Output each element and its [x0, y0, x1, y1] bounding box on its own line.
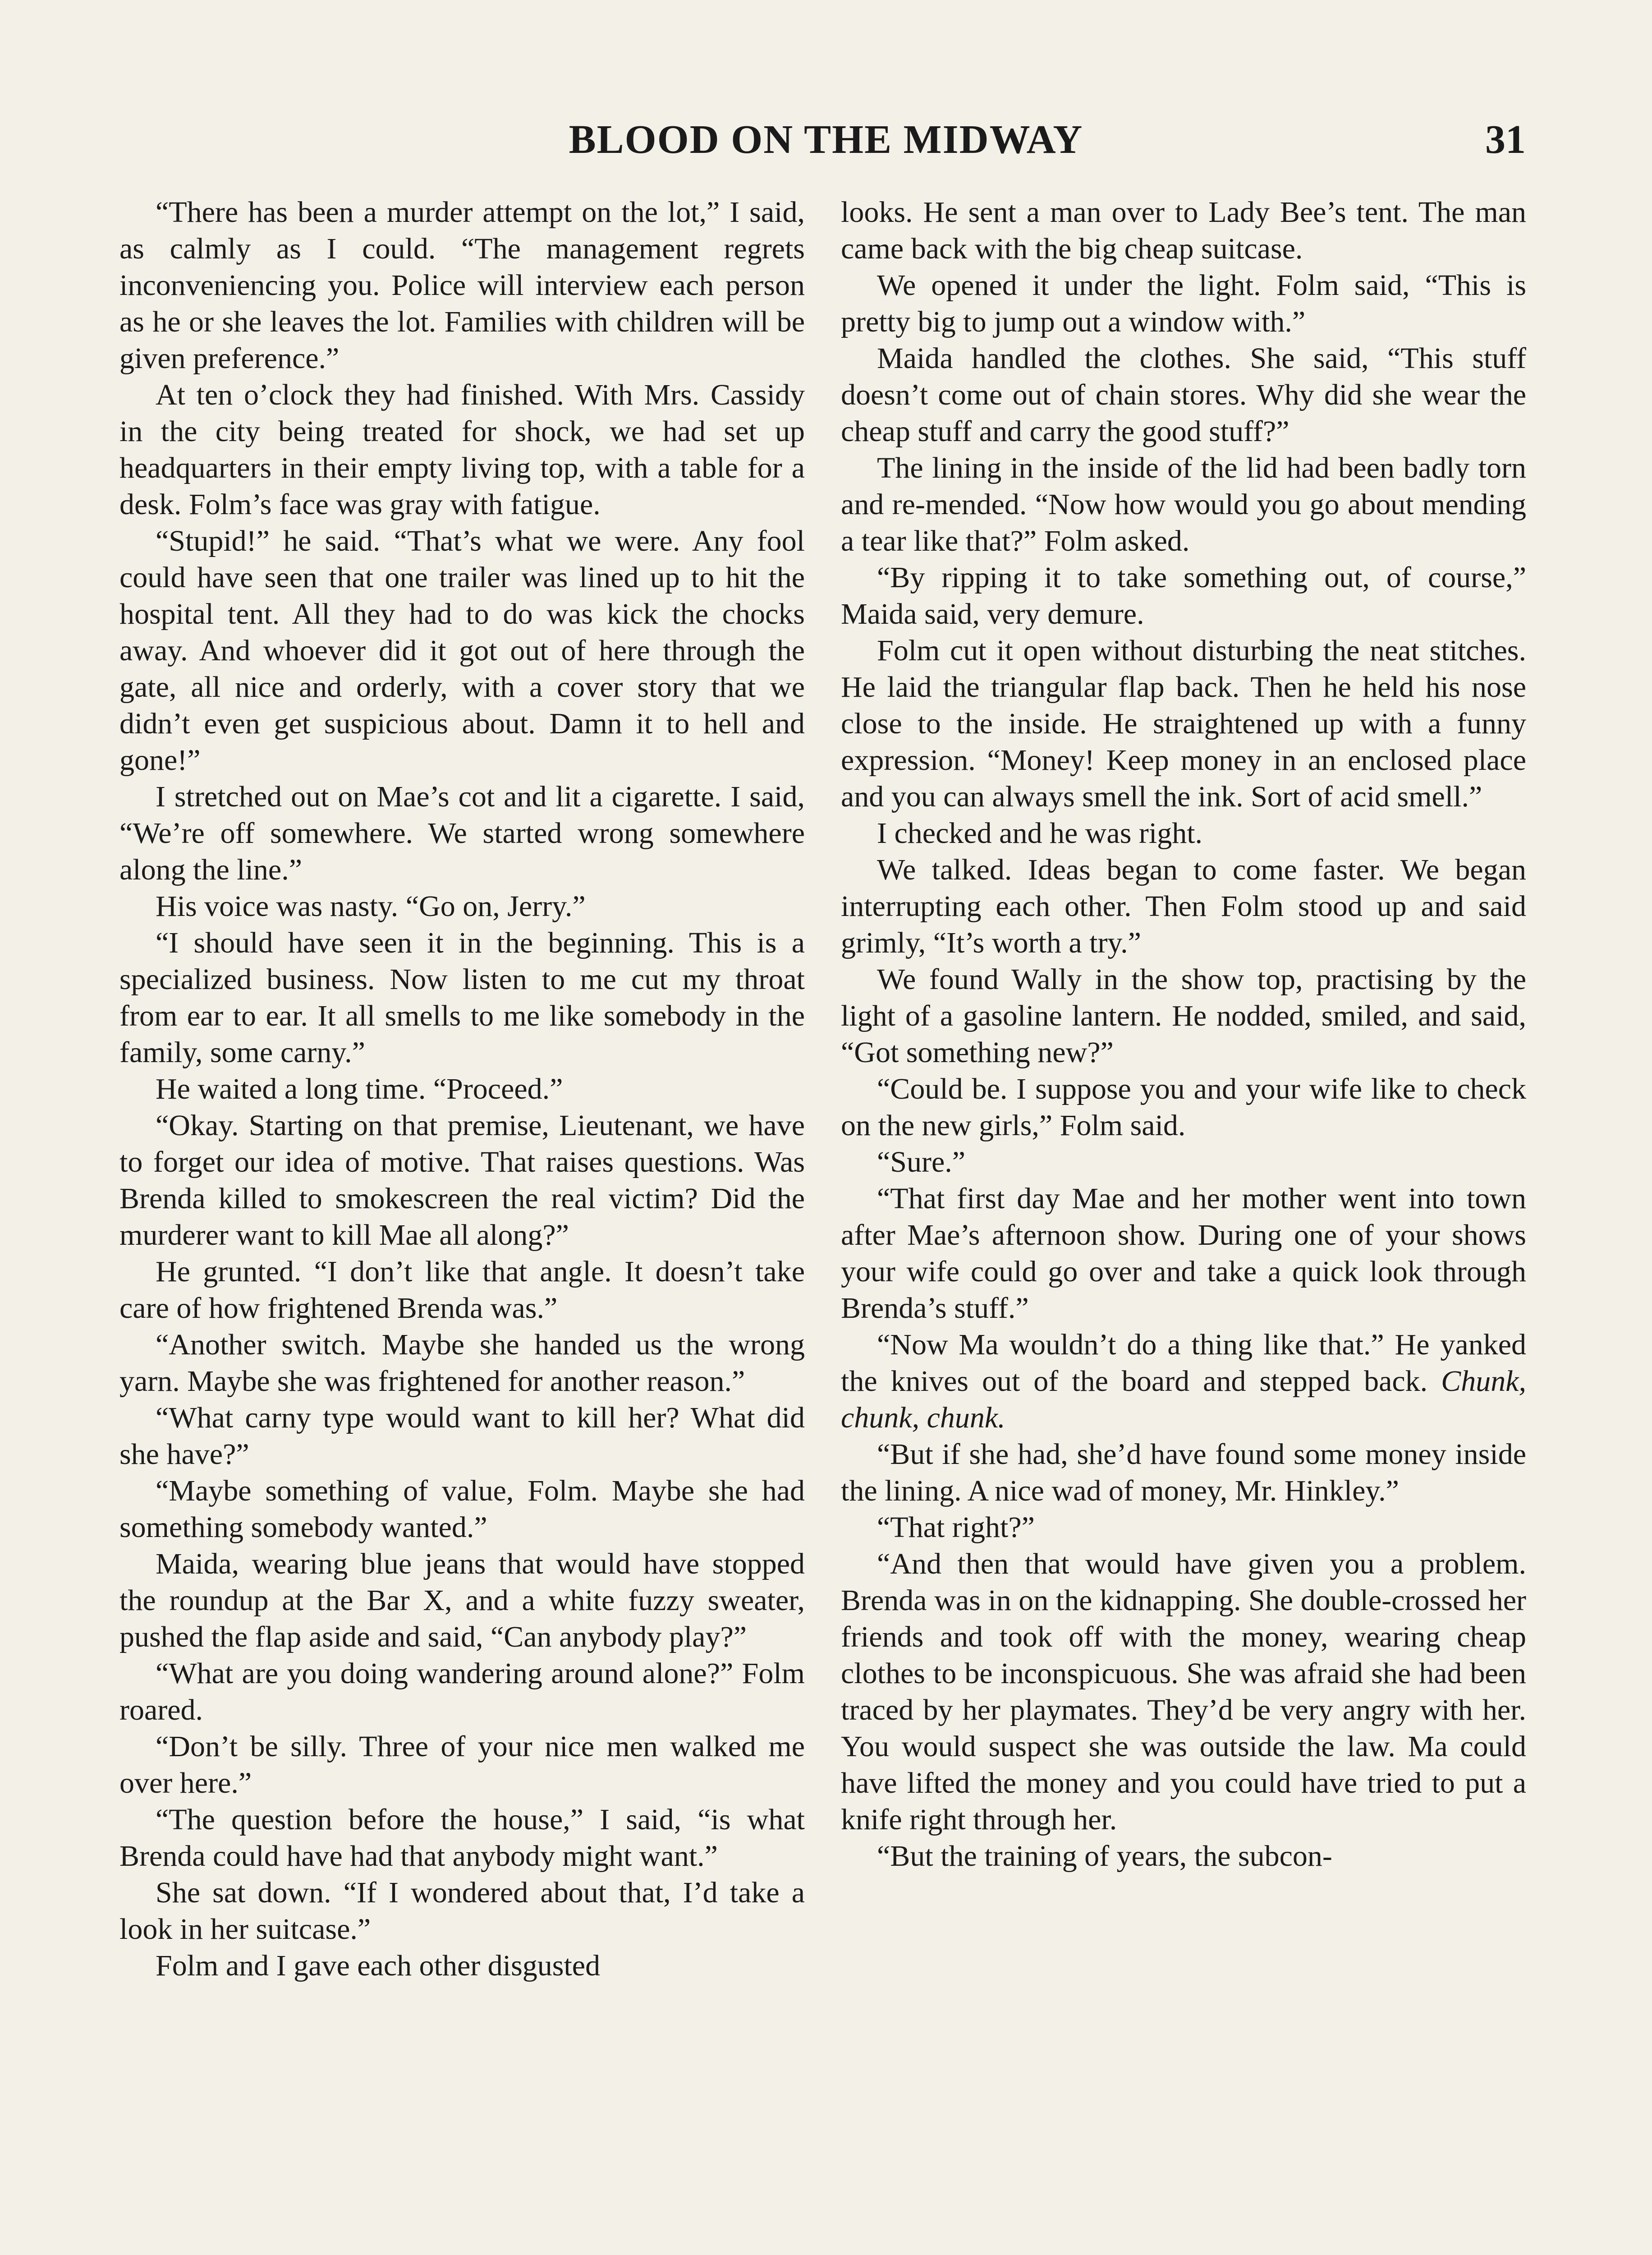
paragraph: “By ripping it to take something out, of course,” Maida said, very demure.	[841, 561, 1526, 630]
paragraph: She sat down. “If I wondered about that, I’d take a look in her suitcase.”	[119, 1876, 805, 1946]
paragraph: “That first day Mae and her mother went into town after Mae’s afternoon show. During one of your shows your wife could go over and take a quick look through Brenda’s stuff.”	[841, 1182, 1526, 1325]
paragraph: Folm cut it open without disturbing the neat stitches. He laid the triangular flap back. Then he held his nose close to the inside. He straightened up with a funny expression. “Money! Keep money in an enclosed place and you can always smell the ink. Sort of acid smell.”	[841, 634, 1526, 813]
paragraph-continued: looks. He sent a man over to Lady Bee’s tent. The man came back with the big cheap suitcase.	[841, 196, 1526, 265]
paragraph: “Could be. I suppose you and your wife like to check on the new girls,” Folm said.	[841, 1072, 1526, 1142]
paragraph: “Sure.”	[877, 1146, 966, 1178]
knives-text: “Now Ma wouldn’t do a thing like that.” He yanked the knives out of the board and stepped back.	[841, 1328, 1526, 1398]
paragraph: “There has been a murder attempt on the lot,” I said, as calmly as I could. “The management regrets inconveniencing you. Police will interview each person as he or she leaves the lot. Families with children will be given preference.”	[119, 196, 805, 375]
paragraph: “But the training of years, the subcon-	[877, 1840, 1332, 1873]
paragraph: “The question before the house,” I said, “is what Brenda could have had that anybody might want.”	[119, 1803, 805, 1873]
paragraph-knives	[841, 1326, 1526, 1436]
paragraph: He waited a long time. “Proceed.”	[156, 1072, 563, 1105]
paragraph: “I should have seen it in the beginning. This is a specialized business. Now listen to me cut my throat from ear to ear. It all smells to me like somebody in the family, some carny.”	[119, 926, 805, 1069]
paragraph: “Stupid!” he said. “That’s what we were. Any fool could have seen that one trailer was lined up to hit the hospital tent. All they had to do was kick the chocks away. And whoever did it got out of here through the gate, all nice and orderly, with a cover story that we didn’t even get suspicious about. Damn it to hell and gone!”	[119, 525, 805, 777]
right-column	[841, 194, 1526, 2255]
paragraph: I checked and he was right.	[877, 817, 1203, 850]
paragraph: He grunted. “I don’t like that angle. It doesn’t take care of how frightened Brenda was.”	[119, 1255, 805, 1325]
paragraph: “Don’t be silly. Three of your nice men walked me over here.”	[119, 1730, 805, 1799]
paragraph: “Another switch. Maybe she handed us the wrong yarn. Maybe she was frightened for another reason.”	[119, 1328, 805, 1398]
paragraph: We found Wally in the show top, practising by the light of a gasoline lantern. He nodded, smiled, and said, “Got something new?”	[841, 963, 1526, 1069]
paragraph: “That right?”	[877, 1511, 1035, 1544]
paragraph: At ten o’clock they had finished. With Mrs. Cassidy in the city being treated for shock, we had set up headquarters in their empty living top, with a table for a desk. Folm’s face was gray with fatigue.	[119, 378, 805, 521]
left-column	[119, 194, 805, 2255]
paragraph: “Maybe something of value, Folm. Maybe she had something somebody wanted.”	[119, 1474, 805, 1544]
paragraph: We opened it under the light. Folm said, “This is pretty big to jump out a window with.”	[841, 269, 1526, 338]
paragraph: His voice was nasty. “Go on, Jerry.”	[156, 890, 586, 923]
paragraph: “Okay. Starting on that premise, Lieutenant, we have to forget our idea of motive. That raises questions. Was Brenda killed to smokescreen the real victim? Did the murderer want to kill Mae all along?”	[119, 1109, 805, 1252]
paragraph: “What are you doing wandering around alone?” Folm roared.	[119, 1657, 805, 1726]
paragraph: Folm and I gave each other disgusted	[156, 1949, 601, 1982]
paragraph: “And then that would have given you a problem. Brenda was in on the kidnapping. She double-crossed her friends and took off with the money, wearing cheap clothes to be inconspicuous. She was afraid she had been traced by her playmates. They’d be very angry with her. You would suspect she was outside the law. Ma could have lifted the money and you could have tried to put a knife right through her.	[841, 1547, 1526, 1836]
page-title: BLOOD ON THE MIDWAY	[569, 117, 1083, 162]
paragraph: “What carny type would want to kill her? What did she have?”	[119, 1401, 805, 1471]
page-number: 31	[1485, 117, 1526, 162]
paragraph: Maida, wearing blue jeans that would have stopped the roundup at the Bar X, and a white fuzzy sweater, pushed the flap aside and said, “Can anybody play?”	[119, 1547, 805, 1653]
paragraph: The lining in the inside of the lid had been badly torn and re-mended. “Now how would you go about mending a tear like that?” Folm asked.	[841, 451, 1526, 557]
paragraph: “But if she had, she’d have found some money inside the lining. A nice wad of money, Mr. Hinkley.”	[841, 1438, 1526, 1507]
paragraph: Maida handled the clothes. She said, “This stuff doesn’t come out of chain stores. Why did she wear the cheap stuff and carry the good stuff?”	[841, 342, 1526, 448]
paragraph: We talked. Ideas began to come faster. We began interrupting each other. Then Folm stood up and said grimly, “It’s worth a try.”	[841, 853, 1526, 959]
paragraph: I stretched out on Mae’s cot and lit a cigarette. I said, “We’re off somewhere. We started wrong somewhere along the line.”	[119, 780, 805, 886]
text-columns	[119, 194, 1526, 2255]
running-head	[108, 116, 1544, 166]
knives-sound-italic: Chunk, chunk, chunk.	[841, 1365, 1526, 1434]
